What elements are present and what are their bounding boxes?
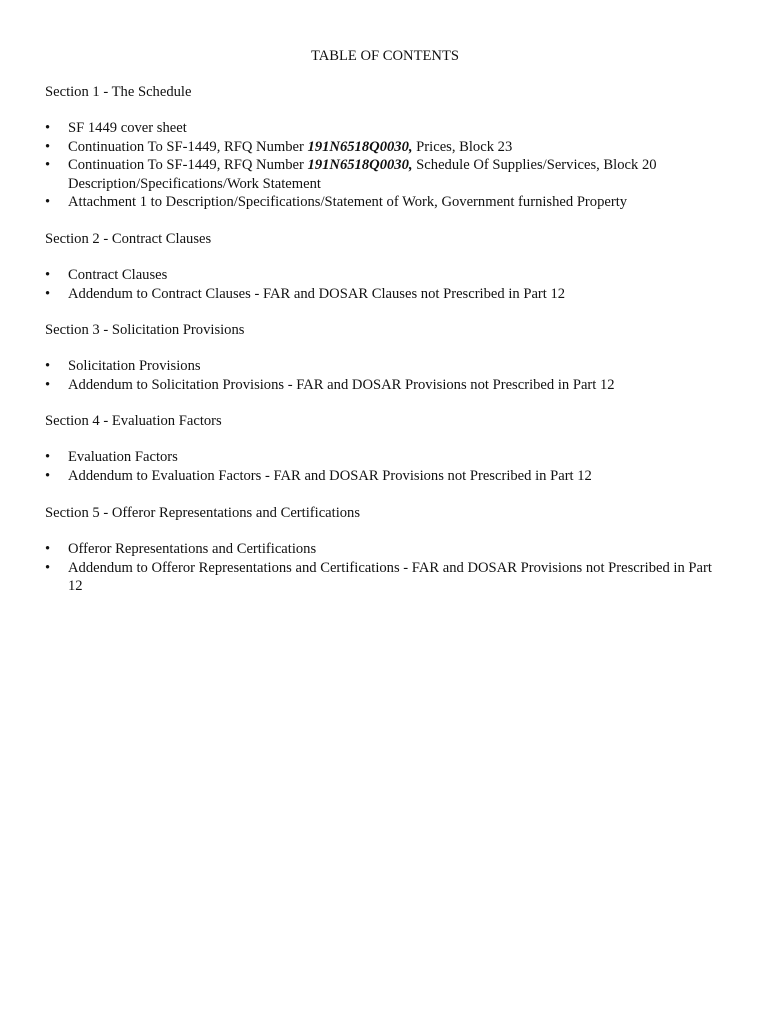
section-heading: Section 2 - Contract Clauses xyxy=(45,231,212,247)
item-text: Contract Clauses xyxy=(68,267,168,283)
list-item xyxy=(45,357,725,376)
section-item-list xyxy=(45,540,725,596)
bullet-icon: • xyxy=(45,194,51,210)
item-text-prefix: Continuation To SF-1449, RFQ Number xyxy=(68,157,308,173)
item-text: Evaluation Factors xyxy=(68,449,178,465)
list-item xyxy=(45,156,725,193)
item-text: Offeror Representations and Certifications xyxy=(68,541,317,557)
bullet-icon: • xyxy=(45,559,51,576)
item-text-prefix: Continuation To SF-1449, RFQ Number xyxy=(68,138,308,155)
item-text-suffix: Prices, Block 23 xyxy=(412,138,513,155)
list-item xyxy=(45,540,725,559)
list-item xyxy=(45,285,725,304)
item-text: Addendum to Evaluation Factors - FAR and DOSAR Provisions not Prescribed in Part 12 xyxy=(68,467,592,484)
section-3 xyxy=(45,321,725,394)
list-item xyxy=(45,467,725,486)
section-1 xyxy=(45,83,725,212)
bullet-icon: • xyxy=(45,376,51,393)
bullet-icon: • xyxy=(45,138,51,155)
bullet-icon: • xyxy=(45,467,51,484)
item-text: Solicitation Provisions xyxy=(68,358,201,374)
list-item xyxy=(45,138,725,157)
section-5 xyxy=(45,504,725,596)
list-item xyxy=(45,376,725,395)
item-text: Addendum to Solicitation Provisions - FAR and DOSAR Provisions not Prescribed in Part 12 xyxy=(68,376,615,393)
bullet-icon: • xyxy=(45,358,51,374)
list-item xyxy=(45,266,725,285)
section-item-list xyxy=(45,357,725,394)
list-item xyxy=(45,448,725,467)
item-text: Addendum to Offeror Representations and Certifications - FAR and DOSAR Provisions not Prescribed in Part 12 xyxy=(68,559,712,594)
item-text-suffix: Schedule Of Supplies/Services, Block 20 Description/Specifications/Work Statement xyxy=(68,157,657,192)
list-item xyxy=(45,193,725,212)
page-title: TABLE OF CONTENTS xyxy=(310,48,459,64)
item-text: Addendum to Contract Clauses - FAR and DOSAR Clauses not Prescribed in Part 12 xyxy=(68,285,566,302)
bullet-icon: • xyxy=(45,541,51,557)
bullet-icon: • xyxy=(45,285,51,302)
section-item-list xyxy=(45,448,725,485)
section-4 xyxy=(45,412,725,485)
bullet-icon: • xyxy=(45,120,51,136)
item-text: Attachment 1 to Description/Specifications/Statement of Work, Government furnished Property xyxy=(68,194,628,210)
section-heading: Section 4 - Evaluation Factors xyxy=(45,413,222,429)
section-heading: Section 1 - The Schedule xyxy=(45,84,192,100)
list-item xyxy=(45,559,725,596)
bullet-icon: • xyxy=(45,267,51,283)
rfq-number: 191N6518Q0030, xyxy=(307,138,413,155)
section-heading: Section 3 - Solicitation Provisions xyxy=(45,322,245,338)
section-heading: Section 5 - Offeror Representations and Certifications xyxy=(45,505,361,521)
rfq-number: 191N6518Q0030, xyxy=(307,157,413,173)
section-2 xyxy=(45,230,725,303)
section-item-list xyxy=(45,266,725,303)
list-item xyxy=(45,119,725,138)
section-item-list xyxy=(45,119,725,212)
bullet-icon: • xyxy=(45,157,51,173)
item-text: SF 1449 cover sheet xyxy=(68,120,187,136)
bullet-icon: • xyxy=(45,449,51,465)
